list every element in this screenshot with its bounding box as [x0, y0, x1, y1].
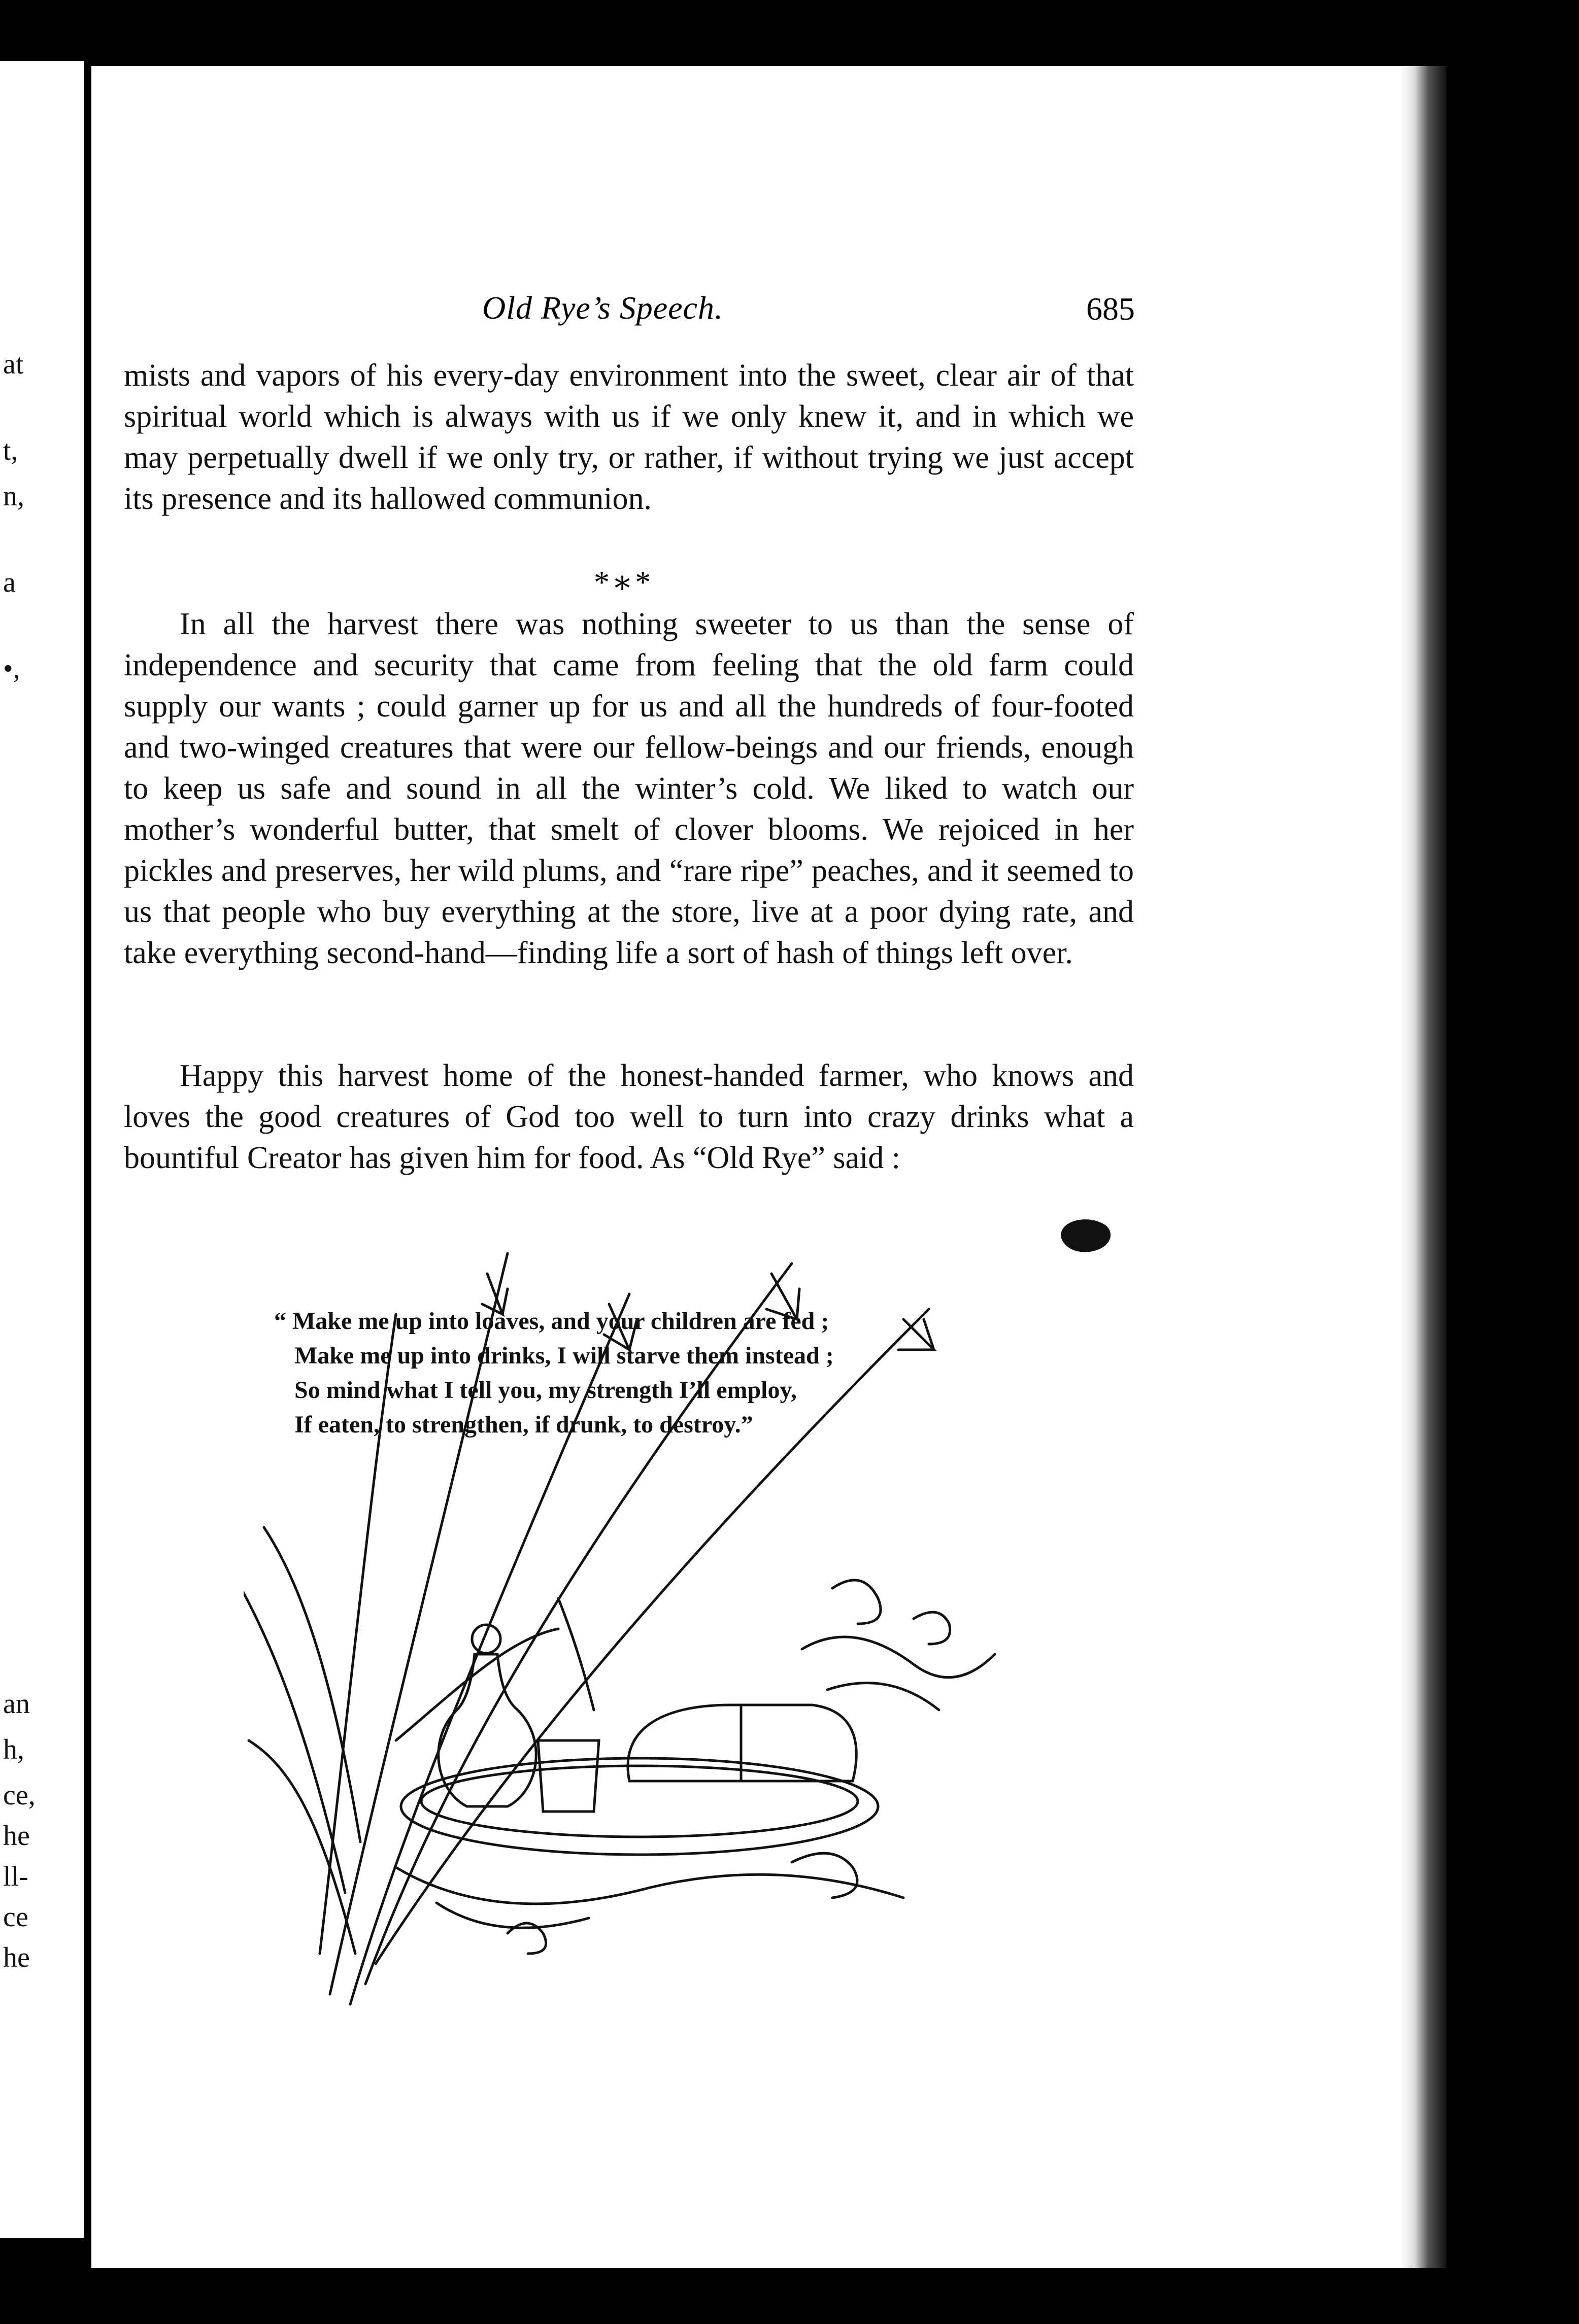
poem-line: Make me up into drinks, I will starve them instead ; — [294, 1342, 834, 1369]
poem — [274, 1304, 985, 1442]
facing-page-fragment: •, — [3, 653, 20, 685]
section-separator: *∗* — [594, 565, 653, 600]
decanter-stopper — [472, 1625, 500, 1653]
paragraph-text: mists and vapors of his every-day environment into the sweet, clear air of that spiritual world which is always with us if we only knew it, and in which we may perpetually dwell if we only try, or rather, if without trying we just accept its presence and its hallowed communion. — [124, 358, 1134, 516]
facing-page-fragment: he — [3, 1820, 30, 1852]
drinking-glass — [538, 1740, 599, 1812]
steam-swirl — [914, 1612, 950, 1644]
page-title: Old Rye’s Speech. — [482, 290, 723, 326]
steam-swirl — [802, 1637, 995, 1678]
wheat-leaf — [244, 1558, 345, 1893]
facing-page-edge — [0, 61, 84, 2238]
facing-page-fragment: at — [3, 349, 24, 380]
facing-page-fragment: he — [3, 1942, 30, 1973]
swirl — [396, 1867, 903, 1904]
steam-swirl — [827, 1683, 939, 1710]
wheat-leaf — [264, 1527, 360, 1842]
facing-page-fragment: h, — [3, 1734, 24, 1765]
book-page — [91, 66, 1421, 2268]
poem-line: If eaten, to strengthen, if drunk, to destroy.” — [294, 1411, 753, 1438]
facing-page-fragment: ll- — [3, 1861, 28, 1892]
swirl — [436, 1903, 589, 1928]
poem-line: So mind what I tell you, my strength I’ll employ, — [294, 1377, 797, 1404]
serving-tray-rim — [421, 1766, 858, 1837]
facing-page-fragment: an — [3, 1688, 30, 1720]
steam-swirl — [832, 1580, 881, 1624]
paragraph-text: Happy this harvest home of the honest-handed farmer, who knows and loves the good creatures of God too well to turn into crazy drinks what a bountiful Creator has given him for food. As “Old Rye” said : — [124, 1058, 1134, 1175]
facing-page-fragment: n, — [3, 481, 24, 512]
paragraph — [124, 1055, 1134, 1179]
facing-page-fragment: ce, — [3, 1780, 36, 1811]
facing-page-fragment: ce — [3, 1901, 28, 1933]
facing-page-fragment: a — [3, 567, 16, 598]
facing-page-fragment: t, — [3, 435, 18, 466]
running-head — [91, 279, 1421, 330]
paragraph — [124, 604, 1134, 974]
wheat-leaf — [396, 1629, 558, 1740]
page-number: 685 — [1086, 291, 1135, 327]
poem-line: “ Make me up into loaves, and your children are fed ; — [274, 1308, 829, 1335]
paragraph — [124, 355, 1134, 520]
page-binding-edge — [1401, 66, 1447, 2268]
ink-blot — [1056, 1213, 1117, 1258]
paragraph-text: In all the harvest there was nothing sweeter to us than the sense of independence and security that came from feeling that the old farm could supply our wants ; could garner up for us and all the hundreds of four-footed and two-winged creatures that were our fellow-beings and our friends, enough to keep us safe and sound in all the winter’s cold. We liked to watch our mother’s wonderful butter, that smelt of clover blooms. We rejoiced in her pickles and preserves, her wild plums, and “rare ripe” peaches, and it seemed to us that people who buy everything at the store, live at a poor dying rate, and take everything second-hand—finding life a sort of hash of things left over. — [124, 607, 1134, 970]
